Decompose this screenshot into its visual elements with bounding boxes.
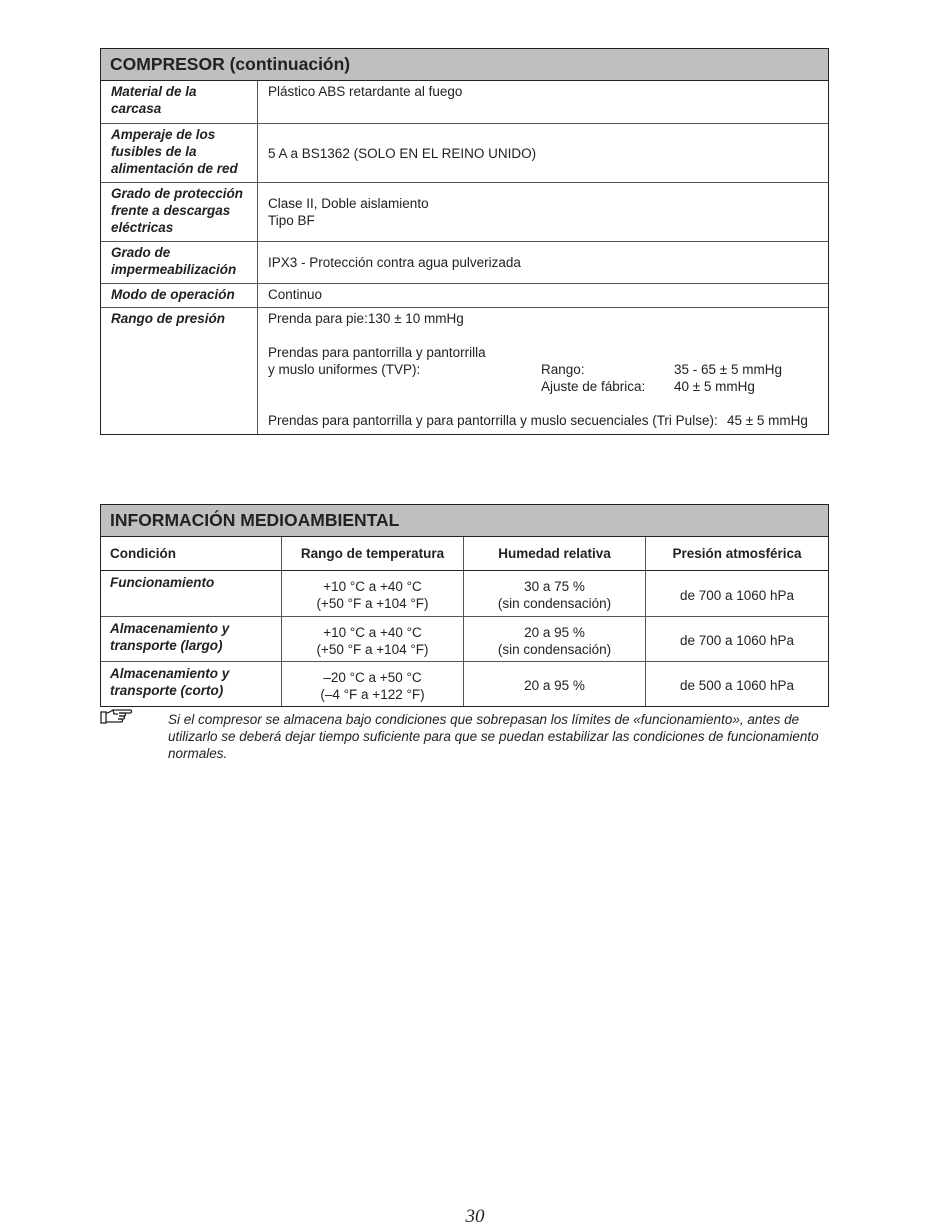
pressure-value: de 700 a 1060 hPa [679,587,795,603]
pressure-value: de 700 a 1060 hPa [679,633,795,648]
humidity-line: 30 a 75 % [524,579,585,594]
temperature-line: +10 °C a +40 °C [323,579,422,594]
row-label: Material de la carcasa [101,81,258,123]
condition-line: Almacenamiento y [110,666,230,681]
condition-cell [101,571,282,616]
row-label: Grado de protección frente a descargas eléctricas [101,183,258,241]
condition-line: transporte (largo) [110,638,223,653]
environment-table-title: INFORMACIÓN MEDIOAMBIENTAL [101,505,828,537]
temperature-line: (+50 °F a +104 °F) [316,641,429,657]
humidity-line: 20 a 95 % [524,624,585,640]
humidity-cell [464,662,646,706]
table-row [101,661,828,706]
humidity-line: 20 a 95 % [524,678,585,693]
environment-table [100,504,829,707]
row-value-text: IPX3 - Protección contra agua pulverizada [268,255,521,270]
temperature-line: +10 °C a +40 °C [323,624,422,640]
temperature-cell [282,571,464,616]
table-row [101,616,828,661]
table-row [101,241,828,283]
header-humidity: Humedad relativa [464,537,646,570]
table-row [101,123,828,182]
pressure-cell [646,662,828,706]
temperature-line: (+50 °F a +104 °F) [316,596,429,611]
humidity-line: (sin condensación) [497,641,612,657]
header-condition: Condición [101,537,282,570]
tvp-label-line2: y muslo uniformes (TVP): [268,362,421,377]
table-row [101,571,828,616]
note-text: Si el compresor se almacena bajo condiciones que sobrepasan los límites de «funcionamiento», antes de utilizarlo se deberá dejar tiempo suficiente para que se puedan estabilizar las condiciones de funcionamiento normales. [168,712,819,761]
row-label: Modo de operación [101,284,258,307]
header-pressure: Presión atmosférica [672,546,802,561]
row-value: Plástico ABS retardante al fuego [268,84,463,99]
page-number: 30 [465,1206,485,1227]
pressure-cell [646,617,828,661]
sequential-label: Prendas para pantorrilla y para pantorrilla y muslo secuenciales (Tri Pulse): [268,413,718,428]
factory-setting-value: 40 ± 5 mmHg [674,379,755,394]
temperature-cell [282,617,464,661]
compressor-table [100,48,829,435]
condition-cell [101,617,282,661]
pressure-value: de 500 a 1060 hPa [679,678,795,693]
row-value [258,242,828,283]
temperature-line: (–4 °F a +122 °F) [320,686,425,702]
table-header-row [101,537,828,571]
table-row [101,182,828,241]
temperature-cell [282,662,464,706]
compressor-table-title: COMPRESOR (continuación) [101,49,828,81]
pointing-hand-icon [100,708,134,726]
row-value [258,124,828,182]
row-label: Grado de impermeabilización [101,242,258,283]
row-value-text: 5 A a BS1362 (SOLO EN EL REINO UNIDO) [268,145,537,161]
table-row [101,81,828,123]
range-value: 35 - 65 ± 5 mmHg [674,362,782,377]
humidity-line: (sin condensación) [497,596,612,611]
condition-cell [101,662,282,706]
sequential-value: 45 ± 5 mmHg [727,413,808,428]
pressure-cell [646,571,828,616]
humidity-cell [464,617,646,661]
range-label: Rango: [541,362,585,377]
tvp-label-line1: Prendas para pantorrilla y pantorrilla [268,345,486,360]
row-value-line: Clase II, Doble aislamiento [268,196,429,211]
temperature-line: –20 °C a +50 °C [323,669,422,685]
row-value [258,183,828,241]
pressure-values [258,308,828,434]
condition-line: Funcionamiento [110,575,215,590]
table-row [101,283,828,307]
row-value: Continuo [268,287,323,302]
condition-line: Almacenamiento y [110,621,230,636]
condition-line: transporte (corto) [110,683,224,698]
factory-setting-label: Ajuste de fábrica: [541,379,646,394]
row-label: Amperaje de los fusibles de la alimentación de red [101,124,258,182]
row-value-line: Tipo BF [268,213,315,228]
pressure-row [101,307,828,434]
row-label: Rango de presión [101,308,258,434]
header-temperature: Rango de temperatura [282,537,464,570]
humidity-cell [464,571,646,616]
foot-garment-pressure: Prenda para pie:130 ± 10 mmHg [268,311,464,326]
